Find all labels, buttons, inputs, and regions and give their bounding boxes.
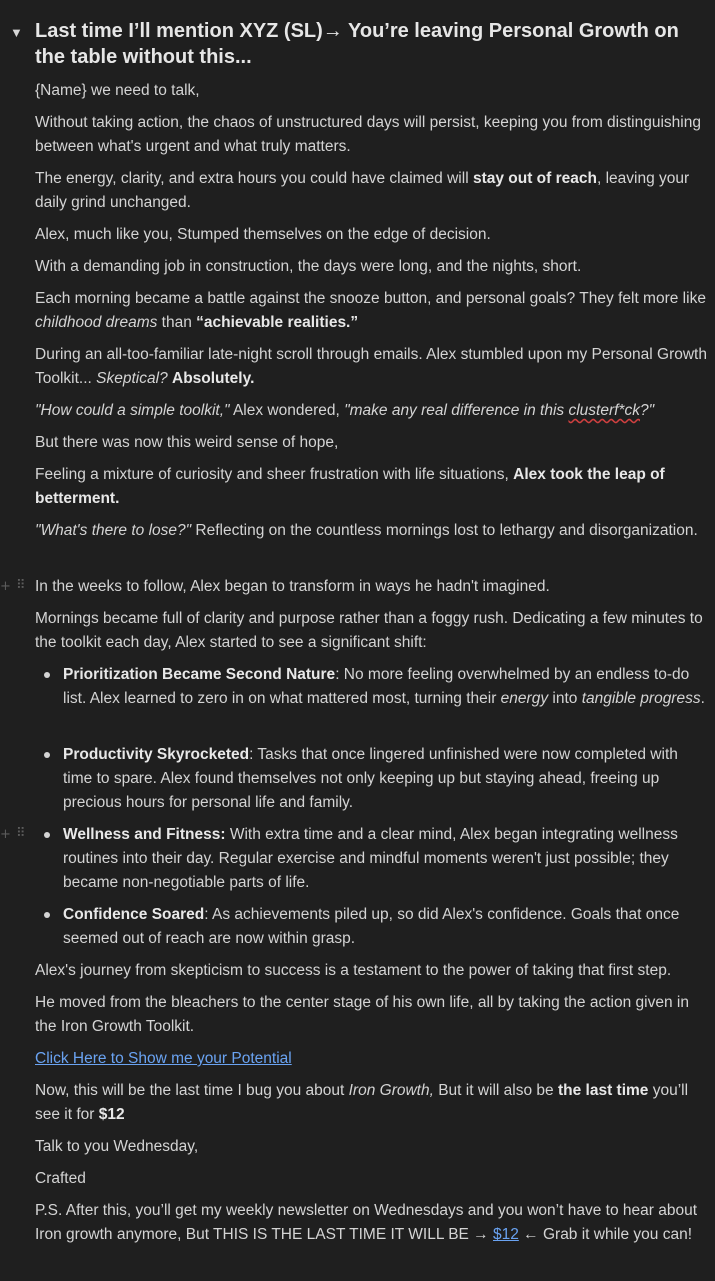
paragraph-last-time: Now, this will be the last time I bug you about Iron Growth, But it will also be the last time you’ll see it for $12 xyxy=(35,1082,689,1123)
collapse-toggle-icon[interactable]: ▼ xyxy=(10,25,23,40)
block-controls xyxy=(0,828,30,842)
bullet-dot xyxy=(44,832,50,838)
paragraph-leap: Feeling a mixture of curiosity and sheer frustration with life situations, Alex took the leap of betterment. xyxy=(35,466,665,507)
paragraph-quote-toolkit: "How could a simple toolkit," Alex wondered, "make any real difference in this clusterf*ck?" xyxy=(35,402,655,419)
drag-handle-icon[interactable]: ⠿ xyxy=(16,826,23,841)
block-controls xyxy=(0,580,30,594)
plus-icon[interactable]: + xyxy=(0,827,11,842)
paragraph-morning: Each morning became a battle against the snooze button, and personal goals? They felt more like childhood dreams than “achievable realities.” xyxy=(35,290,706,331)
postscript: P.S. After this, you’ll get my weekly newsletter on Wednesdays and you won’t have to hear about Iron growth anymore, But THIS IS THE LAST TIME IT WILL BE → $12 ← Grab it while you can! xyxy=(35,1202,697,1243)
signature: Crafted xyxy=(35,1170,86,1187)
bullet-dot xyxy=(44,752,50,758)
paragraph-bleachers: He moved from the bleachers to the center stage of his own life, all by taking the action given in the Iron Growth Toolkit. xyxy=(35,994,689,1035)
paragraph-journey: Alex's journey from skepticism to success is a testament to the power of taking that first step. xyxy=(35,962,672,979)
list-item: Productivity Skyrocketed: Tasks that once lingered unfinished were now completed with time to spare. Alex found themselves not only keeping up but staying ahead, freeing up precious hours for personal life and family. xyxy=(63,746,678,811)
paragraph-what-to-lose: "What's there to lose?" Reflecting on the countless mornings lost to lethargy and disorganization. xyxy=(35,522,698,539)
drag-handle-icon[interactable]: ⠿ xyxy=(16,578,23,593)
paragraph-energy: The energy, clarity, and extra hours you could have claimed will stay out of reach, leaving your daily grind unchanged. xyxy=(35,170,690,211)
bullet-dot xyxy=(44,672,50,678)
list-item: Wellness and Fitness: With extra time and a clear mind, Alex began integrating wellness routines into their day. Regular exercise and mindful moments weren't just possible; they became non-negotiable parts of life. xyxy=(63,826,678,891)
paragraph-transform: In the weeks to follow, Alex began to transform in ways he hadn't imagined. xyxy=(35,578,550,595)
paragraph-discovery: During an all-too-familiar late-night scroll through emails. Alex stumbled upon my Personal Growth Toolkit... Skeptical? Absolutely. xyxy=(35,346,707,387)
price-link[interactable]: $12 xyxy=(492,1226,519,1243)
greeting-paragraph: {Name} we need to talk, xyxy=(35,82,200,99)
cta-link[interactable]: Click Here to Show me your Potential xyxy=(35,1050,292,1067)
page-title: Last time I’ll mention XYZ (SL)→ You’re leaving Personal Growth on the table without this... xyxy=(35,20,679,68)
paragraph-mornings-shift: Mornings became full of clarity and purpose rather than a foggy rush. Dedicating a few minutes to the toolkit each day, Alex started to see a significant shift: xyxy=(35,610,703,651)
plus-icon[interactable]: + xyxy=(0,579,11,594)
paragraph-hope: But there was now this weird sense of hope, xyxy=(35,434,339,451)
paragraph-chaos: Without taking action, the chaos of unstructured days will persist, keeping you from distinguishing between what's urgent and what truly matters. xyxy=(35,114,701,155)
list-item: Prioritization Became Second Nature: No more feeling overwhelmed by an endless to-do list. Alex learned to zero in on what mattered most, turning their energy into tangible progress. xyxy=(63,666,705,707)
bullet-dot xyxy=(44,912,50,918)
paragraph-job: With a demanding job in construction, the days were long, and the nights, short. xyxy=(35,258,582,275)
list-item: Confidence Soared: As achievements piled up, so did Alex's confidence. Goals that once seemed out of reach are now within grasp. xyxy=(63,906,680,947)
signoff: Talk to you Wednesday, xyxy=(35,1138,199,1155)
paragraph-alex-intro: Alex, much like you, Stumped themselves on the edge of decision. xyxy=(35,226,491,243)
cta-paragraph xyxy=(35,1047,713,1071)
